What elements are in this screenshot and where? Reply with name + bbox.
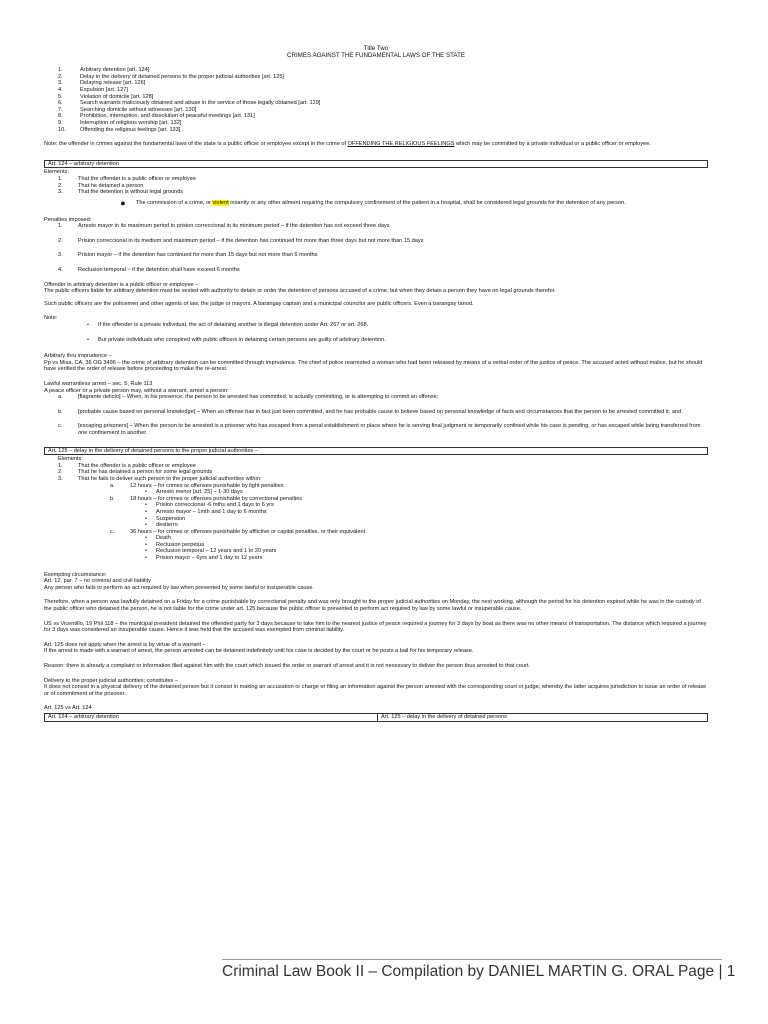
list-item: b. [probable cause based on personal knowledge] – When an offense has in fact just been committed, and he has probable cause to believe based on personal knowledge of facts and circumstances that the person to be arrested committed it; and — [58, 408, 682, 415]
table-header-cell: Art. 124 – arbitrary detention — [45, 714, 378, 721]
vs-label: Art. 125 vs Art. 124 — [44, 705, 92, 712]
bullet-icon: • — [145, 548, 147, 555]
list-item: 3. That the detention is without legal grounds — [58, 189, 184, 196]
lawful-intro: A peace officer or a private person may, without a warrant, arrest a person: — [44, 387, 229, 394]
elements-label: Elements: — [58, 456, 83, 463]
list-item: 3. That he fails to deliver such person to the proper judicial authorities within: — [58, 475, 262, 482]
list-item: • Reclusion temporal – 12 years and 1 to 20 years — [44, 548, 708, 555]
list-item: • Suspension — [44, 516, 708, 523]
list-item: 1. Arbitrary detention [art. 124] — [58, 67, 150, 74]
list-item: • Arresto mayor – 1mth and 1 day to 6 months — [44, 509, 708, 516]
page-footer: Criminal Law Book II – Compilation by DANIEL MARTIN G. ORAL Page | 1 — [222, 963, 736, 980]
list-item: 1. That the offender is a public officer or employee — [58, 175, 196, 182]
bullet-icon: • — [87, 322, 89, 329]
footer-divider — [222, 959, 722, 960]
section-box-art125: Art. 125 – delay in the delivery of detained persons to the proper judicial authorities – — [44, 447, 708, 456]
bullet-icon: • — [87, 336, 89, 343]
list-item: 2. That he detained a person — [58, 182, 144, 189]
bullet-icon: • — [145, 502, 147, 509]
list-item: 1. That the offender is a public officer or employee — [58, 462, 196, 469]
list-item: 4. Reclusion temporal – if the detention shall have exceed 6 months — [58, 267, 240, 274]
warrant-paragraph: If the arrest is made with a warrant of arrest, the person arrested can be detained indefinitely until his case is decided by the court or he posts a bail for his temporary release. — [44, 648, 474, 655]
list-item: 2. Delay in the delivery of detained persons to the proper judicial authorities [art. 125] — [58, 73, 284, 80]
list-item: 1. Arresto mayor in its maximum period to prision correccional in its minimum period – if the detention has not exceed three days — [58, 223, 390, 230]
list-item: 7. Searching domicile without witnesses [art. 130] — [58, 106, 197, 113]
list-item: 3. Prision mayor – if the detention has continued for more than 15 days but not more than 6 months — [58, 252, 318, 259]
warrant-heading: Art. 125 does not apply when the arrest is by virtue of a warrant – — [44, 641, 206, 648]
delivery-paragraph: It does not consist in a physical delivery of the detained person but it consist in making an accusation or charge or filing an information against the person arrested with the corresponding court or judge, whereby the latter acquires jurisdiction to issue an order of release or of commitment of the prisoner. — [44, 684, 707, 697]
exempting-line: Art. 12, par. 7 – no criminal and civil liability — [44, 578, 151, 585]
offender-heading: Offender in arbitrary detention is a public officer or employee – — [44, 281, 199, 288]
list-item: 6. Search warrants maliciously obtained and abuse in the service of those legally obtained [art. 129] — [58, 100, 321, 107]
bullet-icon: • — [145, 522, 147, 529]
bullet-icon: • — [145, 535, 147, 542]
officers-paragraph: Such public officers are the policemen and other agents of law, the judge or mayors. A barangay captain and a municipal councilor are public officers. Even a barangay tanod. — [44, 300, 474, 307]
toc-list — [44, 67, 708, 133]
exempting-line: Any person who fails to perform an act required by law when prevented by some lawful or insuperable cause. — [44, 584, 314, 591]
lawful-heading: Lawful warrantless arrest – sec. 5, Rule 113 — [44, 381, 153, 387]
list-item: • Prision correccional -6 mths and 1 days to 6 yrs — [44, 502, 708, 509]
list-item: 8. Prohibition, interruption, and dissolution of peaceful meetings [art. 131] — [58, 113, 255, 120]
reason-paragraph: Reason: there is already a complaint or information filed against him with the court which issued the order or warrant of arrest and it is not necessary to deliver the person thus arrested to that court. — [44, 663, 530, 669]
list-item: 9. Interruption of religious worship [art. 132] — [58, 119, 182, 126]
list-item: 4. Expulsion [art. 127] — [58, 86, 128, 93]
list-item: • If the offender is a private individual, the act of detaining another is illegal detention under Art. 267 or art. 268. — [44, 322, 708, 329]
list-item: a. 12 hours – for crimes or offenses punishable by light penalties — [110, 482, 284, 489]
list-item: 10. Offending the religious feelings [art. 133] — [58, 126, 181, 133]
elements-label: Elements: — [44, 169, 69, 176]
doc-title: Title Two — [363, 45, 389, 52]
note-paragraph: Note: the offender in crimes against the fundamental laws of the state is a public officer or employee except in the crime of OFFENDING THE RELIGIOUS FEELINGS which may be committed by a private individual or a public officer or employee. — [44, 141, 651, 148]
offender-paragraph: The public officers liable for arbitrary detention must be vested with authority to detain or order the detention of persons accused of a crime, but when they detain a person they have no legal grounds therefor. — [44, 288, 556, 295]
list-item: 3. Delaying release [art. 126] — [58, 80, 146, 87]
list-item: 2. That he has detained a person for some legal grounds — [58, 469, 213, 476]
therefore-paragraph: Therefore, when a person was lawfully detained on a Friday for a crime punishable by correctional penalty and was only brought to the proper judicial authorities on Monday, the next working, although the period for his detention expired while he was in the custody of the public officer who detained the person, he is not liable for the crime under art. 125 because the public officer is prevented to perform act required by law by some lawful or insuperable cause. — [44, 599, 701, 613]
list-item: • But private individuals who conspired with public officers in detaining certain persons are guilty of arbitrary detention. — [44, 337, 708, 344]
document-page — [44, 38, 708, 722]
list-item: b. 18 hours – for crimes or offenses punishable by correctional penalties — [110, 495, 303, 502]
list-item: • Death — [44, 535, 708, 542]
list-item: c. [escaping prisoners] – When the person to be arrested is a prisoner who has escaped from a penal establishment or place where he is serving final judgment or temporarily confined while his case is pending, or has escaped while being transferred from one confinement to another. — [58, 423, 701, 436]
table-header-cell: Art. 125 – delay in the delivery of detained persons — [381, 713, 507, 720]
bullet-icon: • — [145, 541, 147, 548]
imprudence-paragraph: Pp vs Misa, CA, 36 OG 3496 – the crime of arbitrary detention can be committed through imprudence. The chief of police rearrested a woman who had been released by means of a verbal order of the justice of peace. The accused acted without malice, but he should have verified the order of release before proceeding to make the re-arrest. — [44, 359, 703, 373]
list-item: 2. Prision correccional in its medium and maximum period – if the detention has continued for more than three days but not more than 15 days — [58, 237, 424, 244]
list-item: a. [flagrante delicto] – When, in his presence, the person to be arrested has committed, is actually committing, or is attempting to commit an offense; — [58, 394, 439, 401]
list-item: • destierro — [44, 522, 708, 529]
delivery-heading: Delivery to the proper judicial authorities; constitutes – — [44, 677, 179, 684]
exempting-heading: Exempting circumstance: — [44, 571, 107, 578]
list-item: • Reclusion perpetua — [44, 542, 708, 549]
bullet-icon: ● — [120, 197, 126, 208]
list-item: ● The commission of a crime, or violent insanity or any other ailment requiring the compulsory confinement of the patient in a hospital, shall be considered legal grounds for the detention of any person. — [44, 200, 708, 207]
bullet-icon: • — [145, 555, 147, 562]
list-item: • Arresto menor [art. 25] – 1-30 days — [44, 489, 708, 496]
usvs-paragraph: US vs Vicentillo, 19 Phil 118 – the municipal president detained the offended party for 3 days because to take him to the nearest justice of peace required a journey for 3 days by boat as there was no other means of transportation. The distance which required a journey for 3 days was considered an insuperable cause. Hence it was held that the accused was exempted from criminal liability. — [44, 620, 707, 634]
list-item: • Prision mayor – 6yrs and 1 day to 12 years — [44, 555, 708, 562]
comparison-table — [44, 713, 708, 722]
list-item: c. 36 hours – for crimes or offenses punishable by afflictive or capital penalties, or their equivalent — [110, 528, 366, 535]
note-label: Note: — [44, 315, 58, 322]
bullet-icon: • — [145, 508, 147, 515]
bullet-icon: • — [145, 489, 147, 496]
penalties-label: Penalties imposed: — [44, 216, 92, 223]
list-item: 5. Violation of domicile [art. 128] — [58, 93, 154, 100]
doc-subtitle: CRIMES AGAINST THE FUNDAMENTAL LAWS OF THE STATE — [287, 51, 465, 59]
imprudence-heading: Arbitrary thru imprudence – — [44, 353, 112, 360]
bullet-icon: • — [145, 515, 147, 522]
section-box-art124: Art. 124 – arbitrary detention — [44, 160, 708, 169]
